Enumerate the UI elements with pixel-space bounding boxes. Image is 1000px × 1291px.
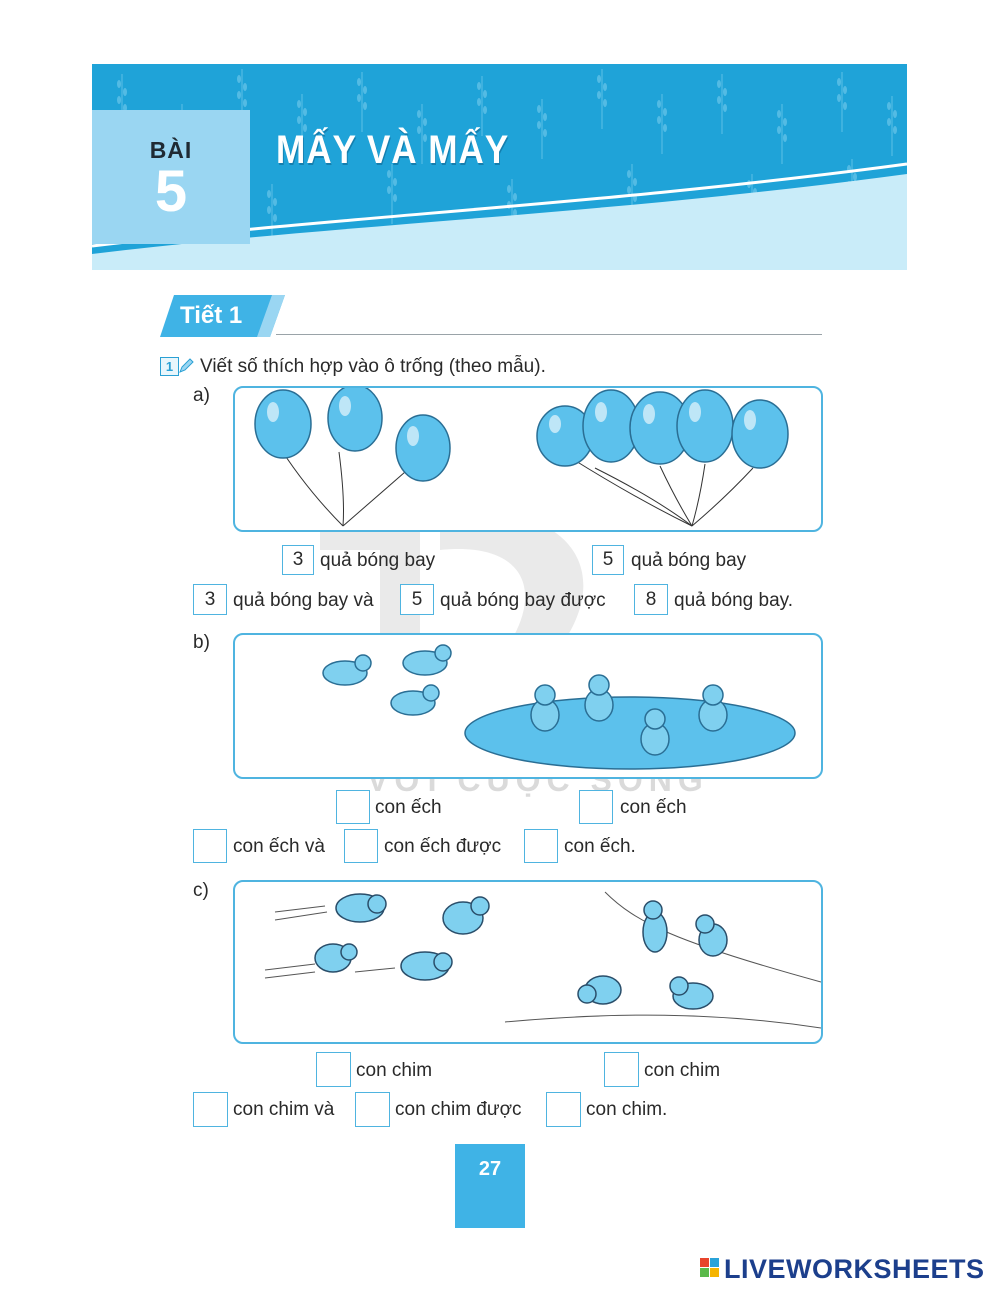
- answer-box[interactable]: [193, 829, 227, 863]
- sentence-text: con chim và: [233, 1099, 335, 1120]
- lesson-number: 5: [154, 159, 188, 224]
- part-b-label: b): [193, 632, 210, 653]
- lesson-word: BÀI: [149, 137, 193, 163]
- section-title: Tiết 1: [180, 302, 243, 329]
- sentence-text: con ếch.: [564, 836, 636, 857]
- sentence-text: con ếch và: [233, 836, 325, 857]
- unit-label: quả bóng bay: [320, 550, 436, 571]
- answer-box[interactable]: [344, 829, 378, 863]
- page-number-tab: [455, 1144, 525, 1228]
- section-divider: [276, 334, 822, 335]
- exercise-instruction: Viết số thích hợp vào ô trống (theo mẫu).: [200, 356, 546, 377]
- liveworksheets-logo-icon: [700, 1256, 720, 1280]
- balloons-picture-frame: [233, 386, 823, 532]
- sentence-text: quả bóng bay được: [440, 590, 606, 611]
- part-a-label: a): [193, 385, 210, 406]
- sentence-text: con ếch được: [384, 836, 502, 857]
- unit-label: con chim: [356, 1060, 433, 1081]
- sentence-text: con chim.: [586, 1099, 668, 1120]
- birds-picture-frame: [233, 880, 823, 1044]
- part-c-label: c): [193, 880, 209, 901]
- answer-box[interactable]: [193, 1092, 228, 1127]
- answer-box[interactable]: [316, 1052, 351, 1087]
- unit-label: quả bóng bay: [631, 550, 747, 571]
- answer-box[interactable]: [546, 1092, 581, 1127]
- pencil-icon: [178, 358, 194, 374]
- sentence-text: con chim được: [395, 1099, 522, 1120]
- answer-box[interactable]: [579, 790, 613, 824]
- exercise-number-badge: 1: [160, 357, 179, 376]
- frogs-picture-frame: [233, 633, 823, 779]
- sentence-text: quả bóng bay và: [233, 590, 374, 611]
- birds-illustration: [235, 882, 821, 1042]
- balloons-illustration: [235, 388, 821, 530]
- unit-label: con chim: [644, 1060, 721, 1081]
- answer-box[interactable]: 8: [634, 584, 668, 615]
- liveworksheets-brand[interactable]: LIVEWORKSHEETS: [724, 1254, 985, 1284]
- answer-box[interactable]: [604, 1052, 639, 1087]
- answer-box[interactable]: [336, 790, 370, 824]
- answer-box[interactable]: [355, 1092, 390, 1127]
- frogs-illustration: [235, 635, 821, 777]
- sentence-text: quả bóng bay.: [674, 590, 794, 611]
- unit-label: con ếch: [620, 797, 687, 818]
- lesson-title: MẤY VÀ MẤY: [276, 128, 510, 172]
- unit-label: con ếch: [375, 797, 442, 818]
- answer-box[interactable]: 3: [282, 545, 314, 575]
- answer-box[interactable]: 5: [400, 584, 434, 615]
- answer-box[interactable]: 3: [193, 584, 227, 615]
- answer-box[interactable]: [524, 829, 558, 863]
- page-number: 27: [478, 1158, 502, 1180]
- answer-box[interactable]: 5: [592, 545, 624, 575]
